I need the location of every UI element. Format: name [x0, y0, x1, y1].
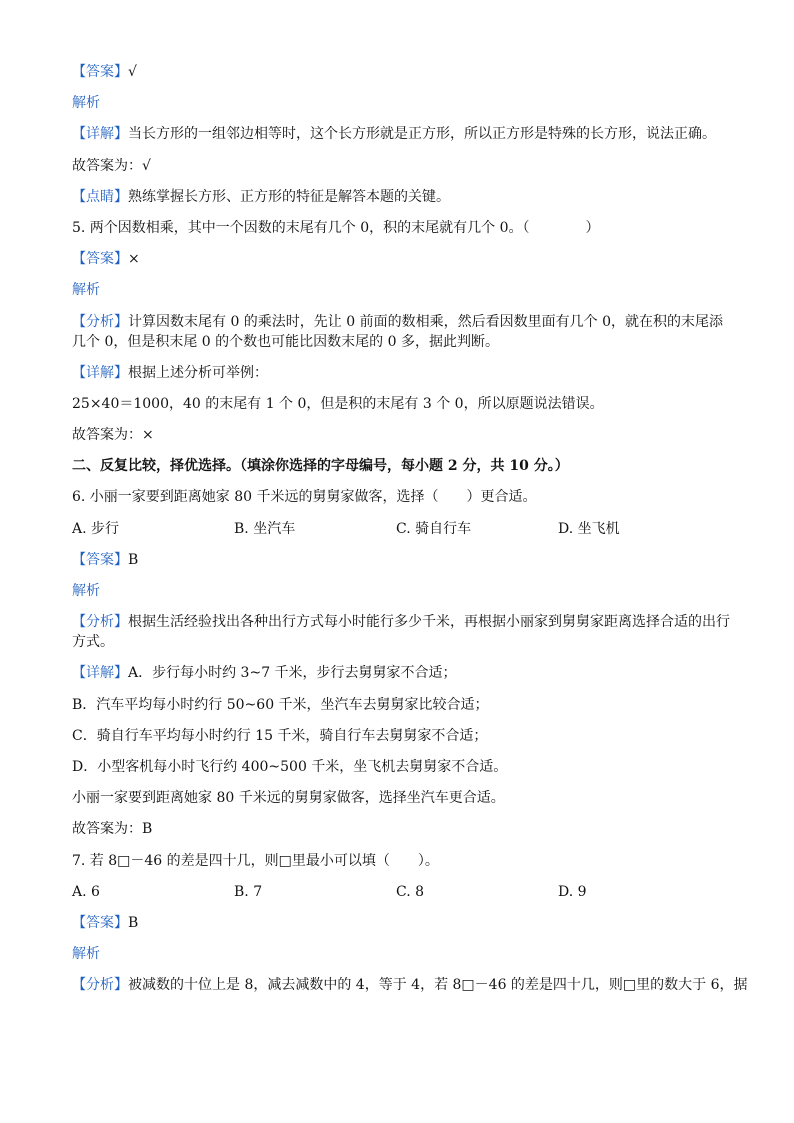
- option-c: C. 骑自行车: [396, 520, 472, 537]
- analysis-line: [72, 975, 748, 995]
- option-a: A. 步行: [72, 520, 120, 537]
- answer-text: √: [128, 64, 137, 80]
- option-d: D. 坐飞机: [558, 520, 620, 537]
- analysis-tag: 解析: [72, 946, 100, 963]
- analysis-line: [72, 312, 730, 352]
- remark-tag: 【点睛】: [72, 188, 128, 205]
- analysis-text: 被减数的十位上是 8，减去减数中的 4，等于 4，若 8□－46 的差是四十几，则□里的数大于 6，据: [128, 977, 748, 994]
- detail-line: [72, 124, 730, 144]
- question-6-text: 6. 小丽一家要到距离她家 80 千米远的舅舅家做客，选择（ ）更合适。: [72, 489, 537, 506]
- detail-tag: 【详解】: [72, 665, 128, 682]
- question-5: [72, 218, 730, 238]
- detail-line-b: [72, 695, 730, 715]
- analysis-text: 计算因数末尾有 0 的乘法时，先让 0 前面的数相乘，然后看因数里面有几个 0，就在积的末尾添几个 0，但是积末尾 0 的个数也可能比因数末尾的 0 多，据此判断。: [72, 313, 723, 350]
- analysis-heading: [72, 944, 730, 964]
- answer-text: B: [128, 551, 139, 568]
- detail-text: C．骑自行车平均每小时约行 15 千米，骑自行车去舅舅家不合适；: [72, 727, 488, 744]
- answer-tag: 【答案】: [72, 64, 128, 80]
- remark-text: 熟练掌握长方形、正方形的特征是解答本题的关键。: [128, 188, 450, 205]
- answer-tag: 【答案】: [72, 914, 128, 931]
- option-d: D. 9: [558, 883, 587, 900]
- analysis-tag: 解析: [72, 583, 100, 599]
- detail-line: [72, 663, 730, 683]
- conclusion-line: [72, 819, 730, 839]
- summary-text: 小丽一家要到距离她家 80 千米远的舅舅家做客，选择坐汽车更合适。: [72, 790, 505, 807]
- conclusion-line: [72, 156, 730, 176]
- question-7-text: 7. 若 8□－46 的差是四十几，则□里最小可以填（ ）。: [72, 852, 439, 869]
- conclusion-text: 故答案为：×: [72, 427, 154, 444]
- detail-line-c: [72, 726, 730, 746]
- answer-line: [72, 62, 730, 82]
- analysis-heading: [72, 280, 730, 300]
- conclusion-text: 故答案为：√: [72, 157, 151, 174]
- answer-tag: 【答案】: [72, 551, 128, 568]
- analysis-heading: [72, 581, 730, 601]
- answer-text: B: [128, 914, 139, 931]
- detail-text: 当长方形的一组邻边相等时，这个长方形就是正方形，所以正方形是特殊的长方形，说法正确。: [128, 126, 716, 143]
- question-6: [72, 487, 730, 507]
- question-5-text: 5. 两个因数相乘，其中一个因数的末尾有几个 0，积的末尾就有几个 0。（ ）: [72, 219, 600, 236]
- answer-text: ×: [128, 251, 140, 268]
- option-c: C. 8: [396, 883, 425, 900]
- detail-text: D．小型客机每小时飞行约 400~500 千米，坐飞机去舅舅家不合适。: [72, 758, 508, 775]
- question-7-options: [72, 882, 730, 902]
- analysis-tag: 解析: [72, 95, 100, 112]
- analysis-text: 根据生活经验找出各种出行方式每小时能行多少千米，再根据小丽家到舅舅家距离选择合适的出行方式。: [72, 614, 730, 651]
- analysis-heading: [72, 93, 730, 113]
- example-text: 25×40＝1000，40 的末尾有 1 个 0，但是积的末尾有 3 个 0，所以原题说法错误。: [72, 395, 604, 412]
- conclusion-text: 故答案为：B: [72, 821, 153, 838]
- detail-tag: 【详解】: [72, 126, 128, 143]
- answer-line: [72, 249, 730, 269]
- question-6-options: [72, 519, 730, 539]
- analysis-label: 【分析】: [72, 313, 128, 330]
- detail-text: 根据上述分析可举例：: [128, 364, 268, 381]
- answer-tag: 【答案】: [72, 251, 128, 268]
- option-b: B. 坐汽车: [234, 520, 296, 537]
- option-b: B. 7: [234, 883, 263, 900]
- answer-line: [72, 550, 730, 570]
- section-title-text: 二、反复比较，择优选择。（填涂你选择的字母编号，每小题 2 分，共 10 分。）: [72, 458, 569, 475]
- question-7: [72, 851, 730, 871]
- detail-text: B．汽车平均每小时约行 50~60 千米，坐汽车去舅舅家比较合适；: [72, 696, 489, 713]
- detail-line-d: [72, 757, 730, 777]
- option-a: A. 6: [72, 883, 100, 900]
- detail-line: [72, 363, 730, 383]
- analysis-label: 【分析】: [72, 614, 128, 631]
- analysis-line: [72, 612, 730, 652]
- detail-tag: 【详解】: [72, 364, 128, 381]
- section-title: [72, 456, 730, 476]
- example-line: [72, 394, 730, 414]
- answer-line: [72, 913, 730, 933]
- analysis-label: 【分析】: [72, 977, 128, 994]
- conclusion-line: [72, 425, 730, 445]
- analysis-tag: 解析: [72, 282, 100, 299]
- detail-text: A．步行每小时约 3~7 千米，步行去舅舅家不合适；: [128, 665, 457, 682]
- remark-line: [72, 187, 730, 207]
- summary-line: [72, 788, 730, 808]
